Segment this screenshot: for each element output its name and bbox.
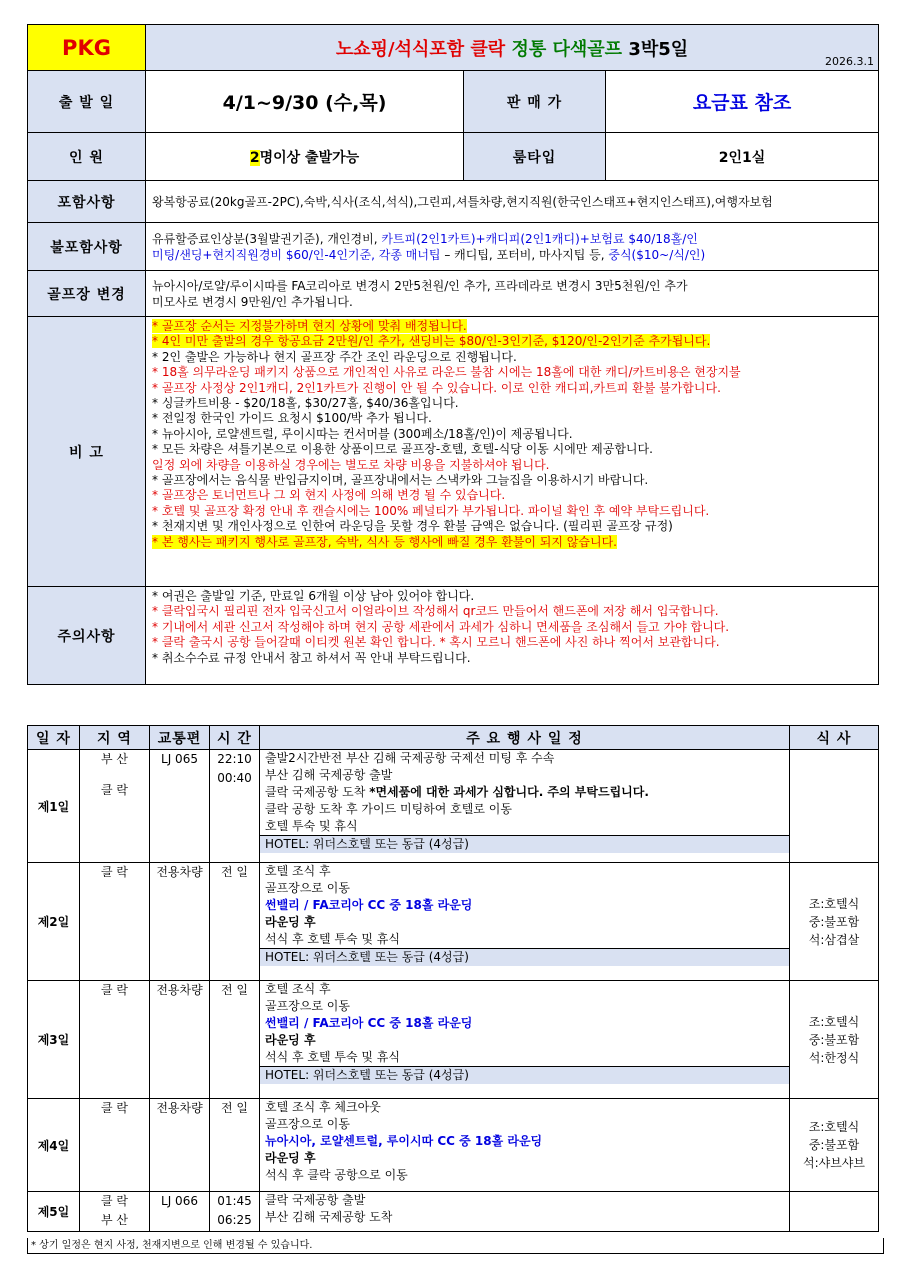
meals-cell bbox=[790, 1099, 879, 1192]
room-value: 2인1실 bbox=[606, 133, 879, 181]
meals-cell bbox=[790, 750, 879, 863]
schedule-line bbox=[260, 1049, 789, 1066]
itinerary-row bbox=[28, 981, 879, 1099]
schedule-text: 썬밸리 / FA코리아 CC 중 18홀 라운딩 bbox=[265, 898, 473, 912]
region-name: 클 락 bbox=[101, 983, 128, 997]
meal-item: 석:샤브샤브 bbox=[802, 1156, 865, 1170]
schedule-line bbox=[260, 897, 789, 914]
meal-item: 중:불포함 bbox=[808, 1138, 860, 1152]
doc-date: 2026.3.1 bbox=[825, 55, 875, 68]
meal-item: 중:불포함 bbox=[808, 914, 860, 929]
remark-item bbox=[152, 473, 872, 488]
schedule-text: 라운딩 후 bbox=[265, 915, 316, 929]
exclude-value: 유류할증료인상분(3월발권기준), 개인경비, 카트피(2인1카트)+캐디피(2인1캐디)+보험료 $40/18홀/인 미팅/샌딩+현지직원경비 $60/인-4인기준, 각종 매너팁 – 캐디팁, 포터비, 마사지팁 등, 중식($10~/식/인) bbox=[146, 223, 879, 271]
transport-cell bbox=[150, 863, 210, 981]
day-label: 제1일 bbox=[28, 750, 80, 863]
remark-text: * 골프장은 토너먼트나 그 외 현지 사정에 의해 변경 될 수 있습니다. bbox=[152, 488, 506, 503]
meals-cell bbox=[790, 863, 879, 981]
transport-cell bbox=[150, 981, 210, 1099]
col-header-transport: 교통편 bbox=[150, 726, 210, 750]
package-summary-table bbox=[27, 24, 879, 685]
remark-text: * 본 행사는 패키지 행사로 골프장, 숙박, 식사 등 행사에 빠질 경우 환불이 되지 않습니다. bbox=[152, 534, 617, 549]
schedule-line bbox=[260, 818, 789, 835]
day-label: 제5일 bbox=[28, 1192, 80, 1232]
remark-item bbox=[152, 488, 872, 503]
remark-item bbox=[152, 350, 872, 365]
remark-item bbox=[152, 365, 872, 380]
schedule-line bbox=[260, 1015, 789, 1032]
remark-text: * 2인 출발은 가능하나 현지 골프장 주간 조인 라운딩으로 진행됩니다. bbox=[152, 349, 517, 364]
time-value: 06:25 bbox=[217, 1213, 252, 1227]
schedule-line bbox=[260, 1192, 789, 1209]
schedule-text: 클락 국제공항 출발 bbox=[265, 1193, 366, 1207]
itinerary-row bbox=[28, 863, 879, 981]
include-label: 포함사항 bbox=[28, 181, 146, 223]
schedule-text: 라운딩 후 bbox=[265, 1151, 316, 1165]
depart-value: 4/1~9/30 (수,목) bbox=[146, 71, 464, 133]
course-change-value: 뉴아시아/로얄/루이시따를 FA코리아로 변경시 2만5천원/인 추가, 프라데라로 변경시 3만5천원/인 추가 미모사로 변경시 9만원/인 추가됩니다. bbox=[146, 271, 879, 317]
time-cell bbox=[210, 750, 260, 863]
caution-text: * 취소수수료 규정 안내서 참고 하셔서 꼭 안내 부탁드립니다. bbox=[152, 650, 471, 665]
people-label: 인 원 bbox=[28, 133, 146, 181]
transport-cell bbox=[150, 1099, 210, 1192]
schedule-note: *면세품에 대한 과세가 심합니다. 주의 부탁드립니다. bbox=[369, 785, 649, 799]
transport-name: LJ 066 bbox=[161, 1194, 198, 1208]
time-value: 전 일 bbox=[221, 983, 248, 997]
remark-item bbox=[152, 319, 872, 334]
col-header-schedule: 주 요 행 사 일 정 bbox=[260, 726, 790, 750]
caution-text: * 기내에서 세관 신고서 작성해야 하며 현지 공항 세관에서 과세가 심하니 면세품을 조심해서 들고 가야 합니다. bbox=[152, 619, 730, 634]
region-name: 클 락 bbox=[101, 1194, 128, 1208]
region-cell bbox=[80, 981, 150, 1099]
schedule-line bbox=[260, 998, 789, 1015]
time-value: 전 일 bbox=[221, 1101, 248, 1115]
schedule-text: 부산 김해 국제공항 출발 bbox=[265, 768, 393, 782]
schedule-line bbox=[260, 1150, 789, 1167]
schedule-line bbox=[260, 767, 789, 784]
time-value: 전 일 bbox=[221, 865, 248, 879]
region-cell bbox=[80, 1192, 150, 1232]
package-title: 노쇼핑/석식포함 클락 정통 다색골프 3박5일 2026.3.1 bbox=[146, 25, 879, 71]
region-cell bbox=[80, 1099, 150, 1192]
region-name: 클 락 bbox=[101, 1101, 128, 1115]
caution-text: * 여권은 출발일 기준, 만료일 6개월 이상 남아 있어야 합니다. bbox=[152, 589, 475, 603]
remark-text: * 전일정 한국인 가이드 요청시 $100/박 추가 됩니다. bbox=[152, 411, 432, 426]
schedule-line bbox=[260, 801, 789, 818]
course-change-label: 골프장 변경 bbox=[28, 271, 146, 317]
remark-item bbox=[152, 535, 872, 550]
schedule-text: 뉴아시아, 로얄센트럴, 루이시따 CC 중 18홀 라운딩 bbox=[265, 1134, 543, 1148]
schedule-cell bbox=[260, 1192, 790, 1232]
hotel-info: HOTEL: 위더스호텔 또는 동급 (4성급) bbox=[260, 1066, 789, 1084]
schedule-line bbox=[260, 784, 789, 801]
caution-item bbox=[152, 635, 872, 650]
time-value: 22:10 bbox=[217, 752, 252, 766]
caution-label: 주의사항 bbox=[28, 587, 146, 685]
transport-name: LJ 065 bbox=[161, 752, 198, 766]
schedule-text: 석식 후 호텔 투숙 및 휴식 bbox=[265, 932, 400, 946]
meals-cell bbox=[790, 981, 879, 1099]
schedule-line bbox=[260, 981, 789, 998]
time-cell bbox=[210, 863, 260, 981]
schedule-cell bbox=[260, 750, 790, 863]
remark-text: * 4인 미만 출발의 경우 항공요금 2만원/인 추가, 샌딩비는 $80/인-3인기준, $120/인-2인기준 추가됩니다. bbox=[152, 334, 711, 349]
schedule-line bbox=[260, 750, 789, 767]
remark-item bbox=[152, 381, 872, 396]
remark-item bbox=[152, 411, 872, 426]
meal-item: 조:호텔식 bbox=[808, 1120, 860, 1134]
hotel-info: HOTEL: 위더스호텔 또는 동급 (4성급) bbox=[260, 835, 789, 853]
itinerary-row bbox=[28, 1192, 879, 1232]
schedule-line bbox=[260, 1032, 789, 1049]
col-header-time: 시 간 bbox=[210, 726, 260, 750]
transport-name: 전용차량 bbox=[156, 865, 203, 879]
schedule-text: 호텔 조식 후 bbox=[265, 982, 331, 996]
exclude-label: 불포함사항 bbox=[28, 223, 146, 271]
itinerary-row bbox=[28, 750, 879, 863]
depart-label: 출 발 일 bbox=[28, 71, 146, 133]
caution-list bbox=[146, 587, 879, 685]
schedule-text: 부산 김해 국제공항 도착 bbox=[265, 1210, 393, 1224]
caution-item bbox=[152, 604, 872, 619]
remark-item bbox=[152, 334, 872, 349]
time-cell bbox=[210, 981, 260, 1099]
itinerary-row bbox=[28, 1099, 879, 1192]
schedule-line bbox=[260, 914, 789, 931]
schedule-line bbox=[260, 1133, 789, 1150]
itinerary-table bbox=[27, 725, 879, 1232]
remark-text: * 18홀 의무라운딩 패키지 상품으로 개인적인 사유로 라운드 불참 시에는 18홀에 대한 캐디/카트비용은 현장지불 bbox=[152, 365, 741, 380]
region-name: 클 락 bbox=[101, 865, 128, 879]
remarks-label: 비 고 bbox=[28, 317, 146, 587]
include-value: 왕복항공료(20kg골프-2PC),숙박,식사(조식,석식),그린피,셔틀차량,현지직원(한국인스태프+현지인스태프),여행자보험 bbox=[146, 181, 879, 223]
region-name: 부 산 bbox=[101, 1213, 128, 1227]
time-cell bbox=[210, 1099, 260, 1192]
transport-cell bbox=[150, 1192, 210, 1232]
region-cell bbox=[80, 863, 150, 981]
caution-text: * 클락입국시 필리핀 전자 입국신고서 이얼라이브 작성해서 qr코드 만들어서 핸드폰에 저장 해서 입국합니다. bbox=[152, 604, 719, 619]
schedule-line bbox=[260, 863, 789, 880]
caution-item bbox=[152, 620, 872, 635]
remark-text: 일정 외에 차량을 이용하실 경우에는 별도로 차량 비용을 지불하셔야 됩니다. bbox=[152, 457, 550, 472]
caution-item bbox=[152, 651, 872, 666]
schedule-text: 호텔 조식 후 bbox=[265, 864, 331, 878]
schedule-text: 석식 후 호텔 투숙 및 휴식 bbox=[265, 1050, 400, 1064]
remark-item bbox=[152, 442, 872, 457]
remark-text: * 골프장 순서는 지정불가하며 현지 상황에 맞춰 배정됩니다. bbox=[152, 319, 467, 333]
remarks-list bbox=[146, 317, 879, 587]
transport-cell bbox=[150, 750, 210, 863]
meal-item: 조:호텔식 bbox=[808, 896, 860, 911]
col-header-region: 지 역 bbox=[80, 726, 150, 750]
schedule-cell bbox=[260, 863, 790, 981]
caution-text: * 클락 출국시 공항 들어갈때 이티켓 원본 확인 합니다. * 혹시 모르니 핸드폰에 사진 하나 찍어서 보관합니다. bbox=[152, 635, 720, 650]
caution-item bbox=[152, 589, 872, 604]
schedule-text: 라운딩 후 bbox=[265, 1033, 316, 1047]
schedule-text: 호텔 투숙 및 휴식 bbox=[265, 819, 358, 833]
price-label: 판 매 가 bbox=[464, 71, 606, 133]
meal-item: 석:한정식 bbox=[808, 1050, 860, 1065]
col-header-meals: 식 사 bbox=[790, 726, 879, 750]
meals-cell bbox=[790, 1192, 879, 1232]
schedule-line bbox=[260, 931, 789, 948]
transport-name: 전용차량 bbox=[156, 983, 203, 997]
schedule-text: 골프장으로 이동 bbox=[265, 1117, 350, 1131]
remark-text: * 호텔 및 골프장 확정 안내 후 캔슬시에는 100% 페널티가 부가됩니다. 파이널 확인 후 예약 부탁드립니다. bbox=[152, 503, 710, 518]
day-label: 제4일 bbox=[28, 1099, 80, 1192]
price-value: 요금표 참조 bbox=[606, 71, 879, 133]
schedule-text: 클락 국제공항 도착 bbox=[265, 785, 370, 799]
schedule-line bbox=[260, 1167, 789, 1184]
remark-text: * 천재지변 및 개인사정으로 인한여 라운딩을 못할 경우 환불 금액은 없습니다. (필리핀 골프장 규정) bbox=[152, 519, 673, 534]
remark-text: * 모든 차량은 셔틀기본으로 이용한 상품이므로 골프장-호텔, 호텔-식당 이동 시에만 제공합니다. bbox=[152, 442, 653, 457]
time-value: 01:45 bbox=[217, 1194, 252, 1208]
pkg-label: PKG bbox=[28, 25, 146, 71]
schedule-text: 출발2시간반전 부산 김해 국제공항 국제선 미팅 후 수속 bbox=[265, 751, 555, 765]
schedule-line bbox=[260, 1209, 789, 1226]
itinerary-header-row bbox=[28, 726, 879, 750]
remark-text: * 골프장에서는 음식물 반입금지이며, 골프장내에서는 스낵카와 그늘집을 이용하시기 바랍니다. bbox=[152, 473, 649, 488]
schedule-line bbox=[260, 880, 789, 897]
remark-item bbox=[152, 519, 872, 534]
remark-item bbox=[152, 396, 872, 411]
schedule-text: 썬밸리 / FA코리아 CC 중 18홀 라운딩 bbox=[265, 1016, 473, 1030]
region-cell bbox=[80, 750, 150, 863]
remark-item bbox=[152, 504, 872, 519]
region-name: 클 락 bbox=[101, 783, 128, 797]
schedule-text: 클락 공항 도착 후 가이드 미팅하여 호텔로 이동 bbox=[265, 802, 512, 816]
schedule-text: 호텔 조식 후 체크아웃 bbox=[265, 1100, 381, 1114]
day-label: 제2일 bbox=[28, 863, 80, 981]
transport-name: 전용차량 bbox=[156, 1101, 203, 1115]
remark-text: * 골프장 사정상 2인1캐디, 2인1카트가 진행이 안 될 수 있습니다. 이로 인한 캐디피,카트피 환불 불가합니다. bbox=[152, 380, 721, 395]
hotel-info: HOTEL: 위더스호텔 또는 동급 (4성급) bbox=[260, 948, 789, 966]
schedule-text: 골프장으로 이동 bbox=[265, 999, 350, 1013]
itinerary-footnote: * 상기 일정은 현지 사정, 천재지변으로 인해 변경될 수 있습니다. bbox=[27, 1238, 884, 1254]
room-label: 룸타입 bbox=[464, 133, 606, 181]
people-value: 2명이상 출발가능 bbox=[146, 133, 464, 181]
meal-item: 중:불포함 bbox=[808, 1032, 860, 1047]
schedule-line bbox=[260, 1099, 789, 1116]
schedule-line bbox=[260, 1116, 789, 1133]
schedule-text: 골프장으로 이동 bbox=[265, 881, 350, 895]
time-value: 00:40 bbox=[217, 771, 252, 785]
day-label: 제3일 bbox=[28, 981, 80, 1099]
remark-item bbox=[152, 458, 872, 473]
schedule-cell bbox=[260, 981, 790, 1099]
meal-item: 석:삼겹살 bbox=[808, 932, 860, 947]
col-header-date: 일 자 bbox=[28, 726, 80, 750]
remark-item bbox=[152, 427, 872, 442]
schedule-text: 석식 후 클락 공항으로 이동 bbox=[265, 1168, 408, 1182]
schedule-cell bbox=[260, 1099, 790, 1192]
region-name: 부 산 bbox=[101, 752, 128, 766]
time-cell bbox=[210, 1192, 260, 1232]
meal-item: 조:호텔식 bbox=[808, 1014, 860, 1029]
remark-text: * 뉴아시아, 로얄센트럴, 루이시따는 컨서머블 (300페소/18홀/인)이 제공됩니다. bbox=[152, 426, 573, 441]
remark-text: * 싱글카트비용 - $20/18홀, $30/27홀, $40/36홀입니다. bbox=[152, 396, 459, 411]
